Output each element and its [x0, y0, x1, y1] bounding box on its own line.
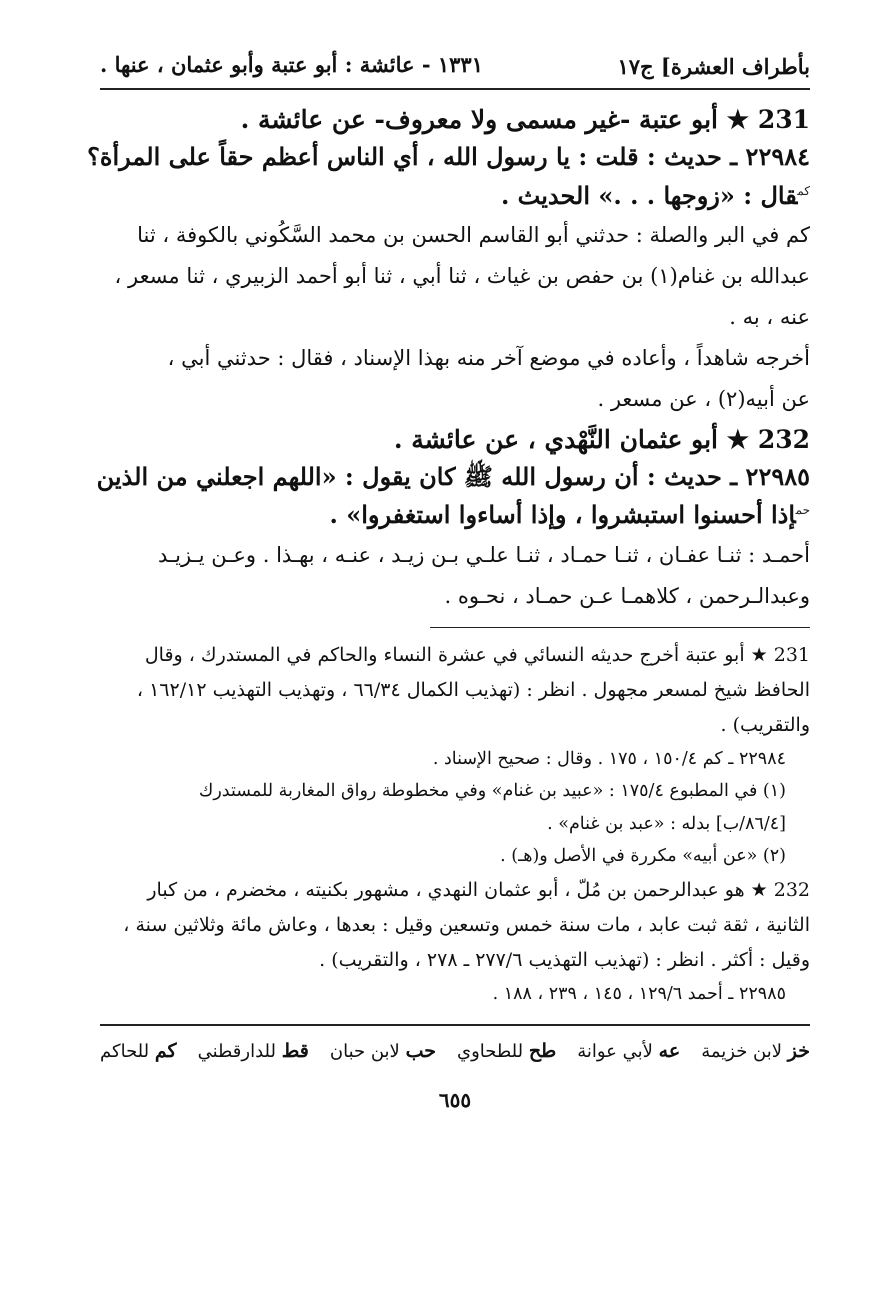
hadith-text [87, 138, 810, 215]
source-mark: حم [795, 503, 810, 518]
header-rule [100, 88, 810, 90]
text-block [100, 215, 810, 338]
abbreviation-item: طح للطحاوي [456, 1040, 557, 1063]
hadith-line: ٢٢٩٨٤ ـ حديث : قلت : يا رسول الله ، أي الناس أعظم حقاً على المرأة؟ [87, 142, 810, 172]
text-line: عن أبيه(٢) ، عن مسعر . [597, 386, 810, 411]
text-line: أحمـد : ثنـا عفـان ، ثنـا حمـاد ، ثنـا علـي بـن زيـد ، عنـه ، بهـذا . وعـن يـزيـد [157, 542, 810, 567]
hadith-text [96, 458, 810, 535]
source-mark: كم [797, 183, 810, 198]
hadith-line: $^{كم}$قال : «زوجها . . .» الحديث . [500, 180, 810, 210]
abbreviation-key [100, 1040, 810, 1062]
page [87, 40, 810, 1113]
text-line: أخرجه شاهداً ، وأعاده في موضع آخر منه بهذا الإسناد ، فقال : حدثني أبي ، [167, 345, 810, 370]
abbreviation-item: حب لابن حبان [329, 1040, 436, 1063]
hadith-line: $^{حم}$إذا أحسنوا استبشروا ، وإذا أساءوا استغفروا» . [329, 500, 810, 530]
footnote: (١) في المطبوع ١٧٥/٤ : «عبيد بن غنام» وفي مخطوطة رواق المغاربة للمستدرك [٨٦/٤/ب] بدله : «عبد بن غنام» . [198, 781, 786, 834]
entry-title: 232 ★ أبو عثمان النَّهْدي ، عن عائشة . [393, 424, 810, 454]
abbreviation-item: عه لأبي عوانة [577, 1040, 681, 1063]
entry-title: 231 ★ أبو عتبة -غير مسمى ولا معروف- عن عائشة . [240, 105, 810, 134]
footnote-rule [430, 627, 810, 628]
book-title: بأطراف العشرة] ج١٧ [617, 54, 810, 79]
entry [96, 422, 810, 617]
text-block [100, 535, 810, 617]
text-line: وعبدالـرحمن ، كلاهمـا عـن حمـاد ، نحـوه . [444, 583, 810, 608]
abbreviation-item: قط للدارقطني [197, 1040, 309, 1063]
footnotes [100, 638, 810, 1011]
abbreviation-item: كم للحاكم [100, 1040, 177, 1063]
footnote: ٢٢٩٨٥ ـ أحمد ١٢٩/٦ ، ١٤٥ ، ٢٣٩ ، ١٨٨ . [492, 983, 786, 1004]
footnote: 232 ★ هو عبدالرحمن بن مُلّ ، أبو عثمان النهدي ، مشهور بكنيته ، مخضرم ، من كبار الثانية ، ثقة ثبت عابد ، مات سنة خمس وتسعين وقيل : بعدها ، وعاش مائة وثلاثين سنة ، وقيل : أكثر . انظر : (تهذيب التهذيب ٢٧٧/٦ ـ ٢٧٨ ، والتقريب) . [123, 878, 810, 971]
text-line: عنه ، به . [729, 304, 810, 329]
section-title: ١٣٣١ - عائشة : أبو عتبة وأبو عثمان ، عنها . [100, 52, 483, 77]
abbreviation-item: خز لابن خزيمة [701, 1040, 810, 1063]
running-header [100, 40, 810, 88]
entry [87, 102, 810, 420]
footnote: ٢٢٩٨٤ ـ كم ١٥٠/٤ ، ١٧٥ . وقال : صحيح الإسناد . [432, 749, 786, 770]
abbreviation-rule [100, 1024, 810, 1026]
footnote: (٢) «عن أبيه» مكررة في الأصل و(هـ) . [500, 846, 786, 867]
page-number: ٦٥٥ [438, 1088, 472, 1113]
hadith-line: ٢٢٩٨٥ ـ حديث : أن رسول الله ﷺ كان يقول : «اللهم اجعلني من الذين [96, 461, 810, 491]
text-line: عبدالله بن غنام(١) بن حفص بن غياث ، ثنا أبي ، ثنا أبو أحمد الزبيري ، ثنا مسعر ، [114, 263, 810, 288]
text-line: كم في البر والصلة : حدثني أبو القاسم الحسن بن محمد السَّكُوني بالكوفة ، ثنا [137, 223, 810, 248]
text-block [100, 338, 810, 420]
footnote: 231 ★ أبو عتبة أخرج حديثه النسائي في عشرة النساء والحاكم في المستدرك ، وقال الحافظ شيخ لمسعر مجهول . انظر : (تهذيب الكمال ٦٦/٣٤ ، وتهذيب التهذيب ١٦٢/١٢ ، والتقريب) . [136, 643, 810, 736]
